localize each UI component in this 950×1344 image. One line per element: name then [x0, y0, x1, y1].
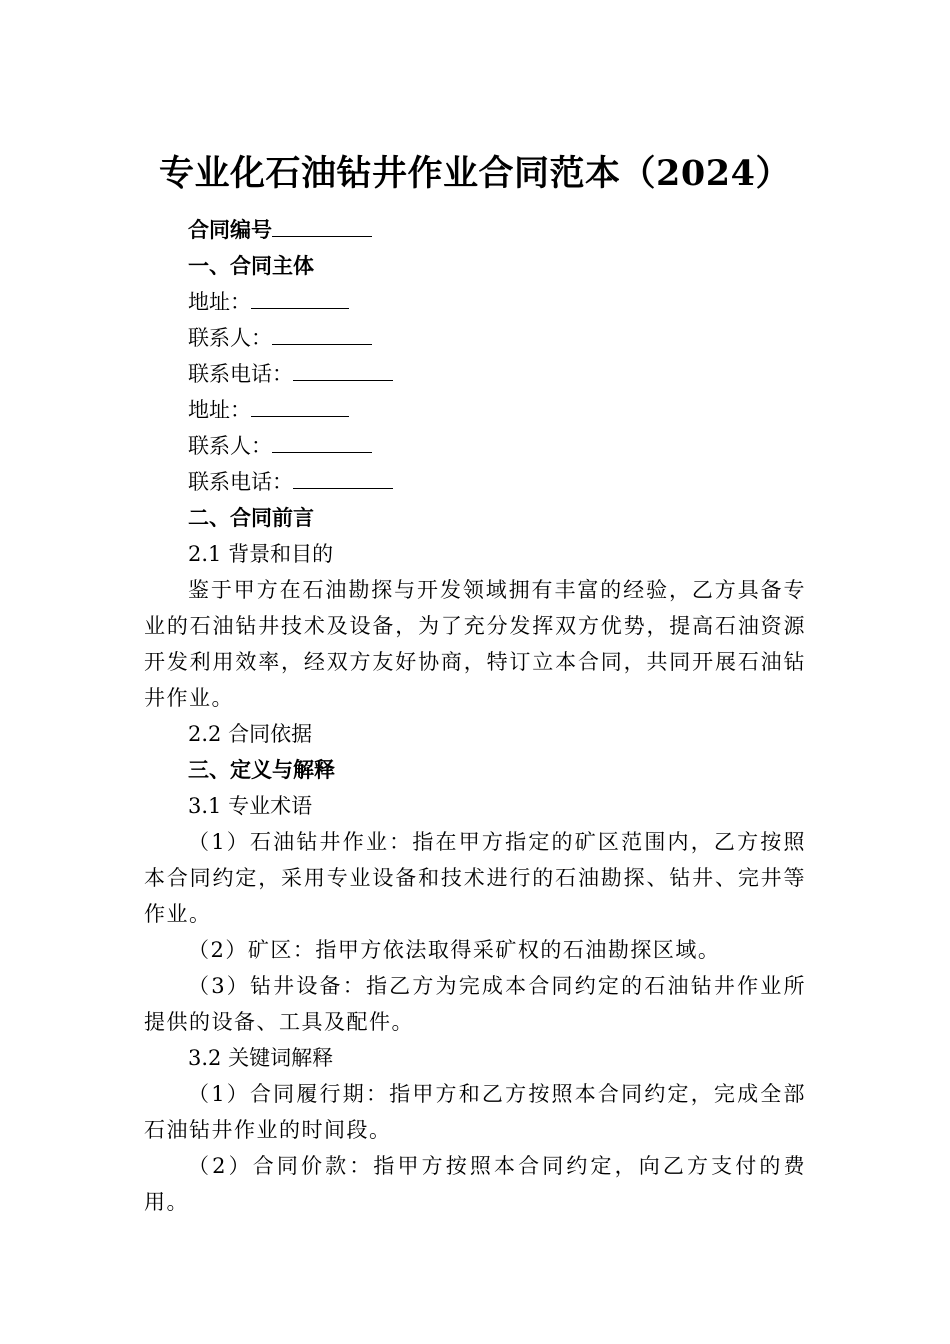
party-a-contact-blank [272, 324, 372, 345]
party-b-address-blank [251, 396, 349, 417]
party-a-address-label: 地址： [188, 290, 251, 314]
section-3-2-heading: 3.2 关键词解释 [188, 1046, 334, 1070]
document-body [144, 212, 806, 1220]
party-b-address-line [144, 392, 806, 428]
party-b-contact-label: 联系人： [188, 434, 272, 458]
section-2-heading: 二、合同前言 [188, 505, 314, 530]
party-b-phone-blank [293, 468, 393, 489]
section-2-1-heading: 2.1 背景和目的 [188, 542, 334, 566]
party-b-contact-line [144, 428, 806, 464]
party-b-phone-line [144, 464, 806, 500]
term-item: （2）矿区：指甲方依法取得采矿权的石油勘探区域。 [188, 938, 721, 962]
party-a-contact-label: 联系人： [188, 326, 272, 350]
keyword-item: （2）合同价款：指甲方按照本合同约定，向乙方支付的费用。 [144, 1154, 806, 1214]
term-item: （1）石油钻井作业：指在甲方指定的矿区范围内，乙方按照本合同约定，采用专业设备和技术进行的石油勘探、钻井、完井等作业。 [144, 830, 806, 926]
keyword-item: （1）合同履行期：指甲方和乙方按照本合同约定，完成全部石油钻井作业的时间段。 [144, 1082, 806, 1142]
contract-number-blank [272, 216, 372, 237]
party-a-phone-blank [293, 360, 393, 381]
section-3-heading: 三、定义与解释 [188, 757, 335, 782]
document-title: 专业化石油钻井作业合同范本（2024） [159, 153, 791, 194]
term-item: （3）钻井设备：指乙方为完成本合同约定的石油钻井作业所提供的设备、工具及配件。 [144, 974, 806, 1034]
section-3-1-heading: 3.1 专业术语 [188, 794, 313, 818]
section-2-2-heading: 2.2 合同依据 [188, 722, 313, 746]
party-a-phone-line [144, 356, 806, 392]
party-a-address-line [144, 284, 806, 320]
party-a-address-blank [251, 288, 349, 309]
party-b-contact-blank [272, 432, 372, 453]
contract-number-line [144, 212, 806, 248]
party-a-phone-label: 联系电话： [188, 362, 293, 386]
section-2-1-paragraph: 鉴于甲方在石油勘探与开发领域拥有丰富的经验，乙方具备专业的石油钻井技术及设备，为了充分发挥双方优势，提高石油资源开发利用效率，经双方友好协商，特订立本合同，共同开展石油钻井作业。 [144, 578, 806, 710]
contract-number-label: 合同编号 [188, 217, 272, 242]
section-1-heading: 一、合同主体 [188, 253, 314, 278]
party-a-contact-line [144, 320, 806, 356]
party-b-phone-label: 联系电话： [188, 470, 293, 494]
party-b-address-label: 地址： [188, 398, 251, 422]
